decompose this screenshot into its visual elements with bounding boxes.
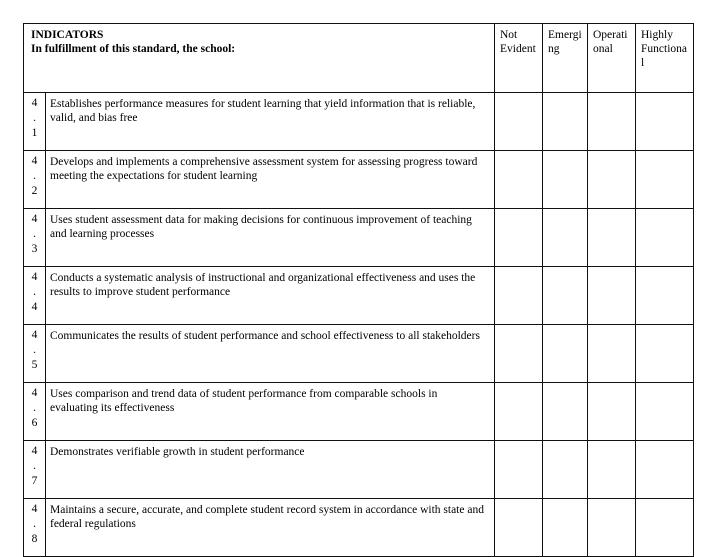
- rating-cell-highly-functional[interactable]: [636, 93, 694, 151]
- indicator-number-part: 4: [31, 503, 38, 515]
- table-row: [24, 151, 694, 209]
- rating-header-operational: Operational: [588, 24, 636, 93]
- rating-cell-not-evident[interactable]: [495, 209, 543, 267]
- rating-cell-emerging[interactable]: [543, 499, 588, 557]
- indicator-description: Maintains a secure, accurate, and complete student record system in accordance with state and federal regulations: [46, 499, 495, 557]
- indicator-number-part: 4: [31, 445, 38, 457]
- header-subtitle: In fulfillment of this standard, the school:: [31, 43, 236, 55]
- indicator-number: [24, 93, 46, 151]
- table-row: [24, 209, 694, 267]
- indicator-number-part: 4: [31, 97, 38, 109]
- indicator-number: [24, 499, 46, 557]
- indicator-number-part: 4: [31, 213, 38, 225]
- rating-cell-not-evident[interactable]: [495, 441, 543, 499]
- indicators-table: [23, 23, 694, 557]
- rating-cell-not-evident[interactable]: [495, 93, 543, 151]
- rating-cell-emerging[interactable]: [543, 325, 588, 383]
- indicator-number: [24, 441, 46, 499]
- rating-cell-operational[interactable]: [588, 441, 636, 499]
- rating-cell-operational[interactable]: [588, 383, 636, 441]
- indicator-number-part: 4: [31, 329, 38, 341]
- rating-cell-operational[interactable]: [588, 267, 636, 325]
- indicator-number-part: .: [33, 460, 36, 472]
- indicator-number-part: 5: [31, 359, 38, 371]
- rating-cell-emerging[interactable]: [543, 267, 588, 325]
- indicator-number-part: .: [33, 286, 36, 298]
- rating-cell-emerging[interactable]: [543, 441, 588, 499]
- indicator-description: Conducts a systematic analysis of instructional and organizational effectiveness and uses the results to improve student performance: [46, 267, 495, 325]
- rating-cell-highly-functional[interactable]: [636, 383, 694, 441]
- indicator-number: [24, 209, 46, 267]
- rating-cell-highly-functional[interactable]: [636, 441, 694, 499]
- table-row: [24, 93, 694, 151]
- table-row: [24, 325, 694, 383]
- indicator-number-part: 4: [31, 271, 38, 283]
- indicator-number-part: .: [33, 344, 36, 356]
- rating-cell-not-evident[interactable]: [495, 151, 543, 209]
- rating-cell-operational[interactable]: [588, 325, 636, 383]
- indicator-number-part: .: [33, 170, 36, 182]
- rating-cell-emerging[interactable]: [543, 151, 588, 209]
- indicator-number-part: .: [33, 228, 36, 240]
- indicator-description: Uses student assessment data for making decisions for continuous improvement of teaching and learning processes: [46, 209, 495, 267]
- indicator-number-part: .: [33, 402, 36, 414]
- indicator-number-part: 1: [31, 127, 38, 139]
- rating-header-not-evident: Not Evident: [495, 24, 543, 93]
- indicator-number-part: 4: [31, 387, 38, 399]
- indicator-description: Establishes performance measures for student learning that yield information that is reliable, valid, and bias free: [46, 93, 495, 151]
- indicator-number: [24, 383, 46, 441]
- rating-cell-highly-functional[interactable]: [636, 209, 694, 267]
- rating-cell-highly-functional[interactable]: [636, 267, 694, 325]
- indicator-number-part: .: [33, 518, 36, 530]
- rating-cell-operational[interactable]: [588, 151, 636, 209]
- indicator-number-part: 6: [31, 417, 38, 429]
- header-title: INDICATORS: [31, 29, 104, 41]
- indicator-description: Develops and implements a comprehensive assessment system for assessing progress toward meeting the expectations for student learning: [46, 151, 495, 209]
- rating-cell-emerging[interactable]: [543, 209, 588, 267]
- indicator-number-part: 7: [31, 475, 38, 487]
- indicator-description: Uses comparison and trend data of student performance from comparable schools in evaluating its effectiveness: [46, 383, 495, 441]
- rating-cell-not-evident[interactable]: [495, 267, 543, 325]
- rating-cell-operational[interactable]: [588, 93, 636, 151]
- indicator-number-part: 8: [31, 533, 38, 545]
- rating-cell-highly-functional[interactable]: [636, 151, 694, 209]
- table-row: [24, 267, 694, 325]
- indicator-number-part: 4: [31, 155, 38, 167]
- rating-cell-operational[interactable]: [588, 499, 636, 557]
- indicator-number: [24, 151, 46, 209]
- rating-header-highly-functional: Highly Functional: [636, 24, 694, 93]
- rating-cell-emerging[interactable]: [543, 383, 588, 441]
- indicator-number-part: 2: [31, 185, 38, 197]
- table-row: [24, 383, 694, 441]
- rating-cell-highly-functional[interactable]: [636, 499, 694, 557]
- table-row: [24, 441, 694, 499]
- rating-cell-operational[interactable]: [588, 209, 636, 267]
- rating-cell-highly-functional[interactable]: [636, 325, 694, 383]
- indicator-number: [24, 267, 46, 325]
- indicator-description: Demonstrates verifiable growth in student performance: [46, 441, 495, 499]
- header-row: [24, 24, 694, 93]
- indicators-header: [24, 24, 495, 93]
- table-row: [24, 499, 694, 557]
- rating-cell-not-evident[interactable]: [495, 325, 543, 383]
- indicator-number-part: .: [33, 112, 36, 124]
- rating-cell-not-evident[interactable]: [495, 383, 543, 441]
- indicator-number: [24, 325, 46, 383]
- indicator-description: Communicates the results of student performance and school effectiveness to all stakeholders: [46, 325, 495, 383]
- indicator-number-part: 4: [31, 301, 38, 313]
- rating-header-emerging: Emerging: [543, 24, 588, 93]
- indicator-number-part: 3: [31, 243, 38, 255]
- rating-cell-not-evident[interactable]: [495, 499, 543, 557]
- rating-cell-emerging[interactable]: [543, 93, 588, 151]
